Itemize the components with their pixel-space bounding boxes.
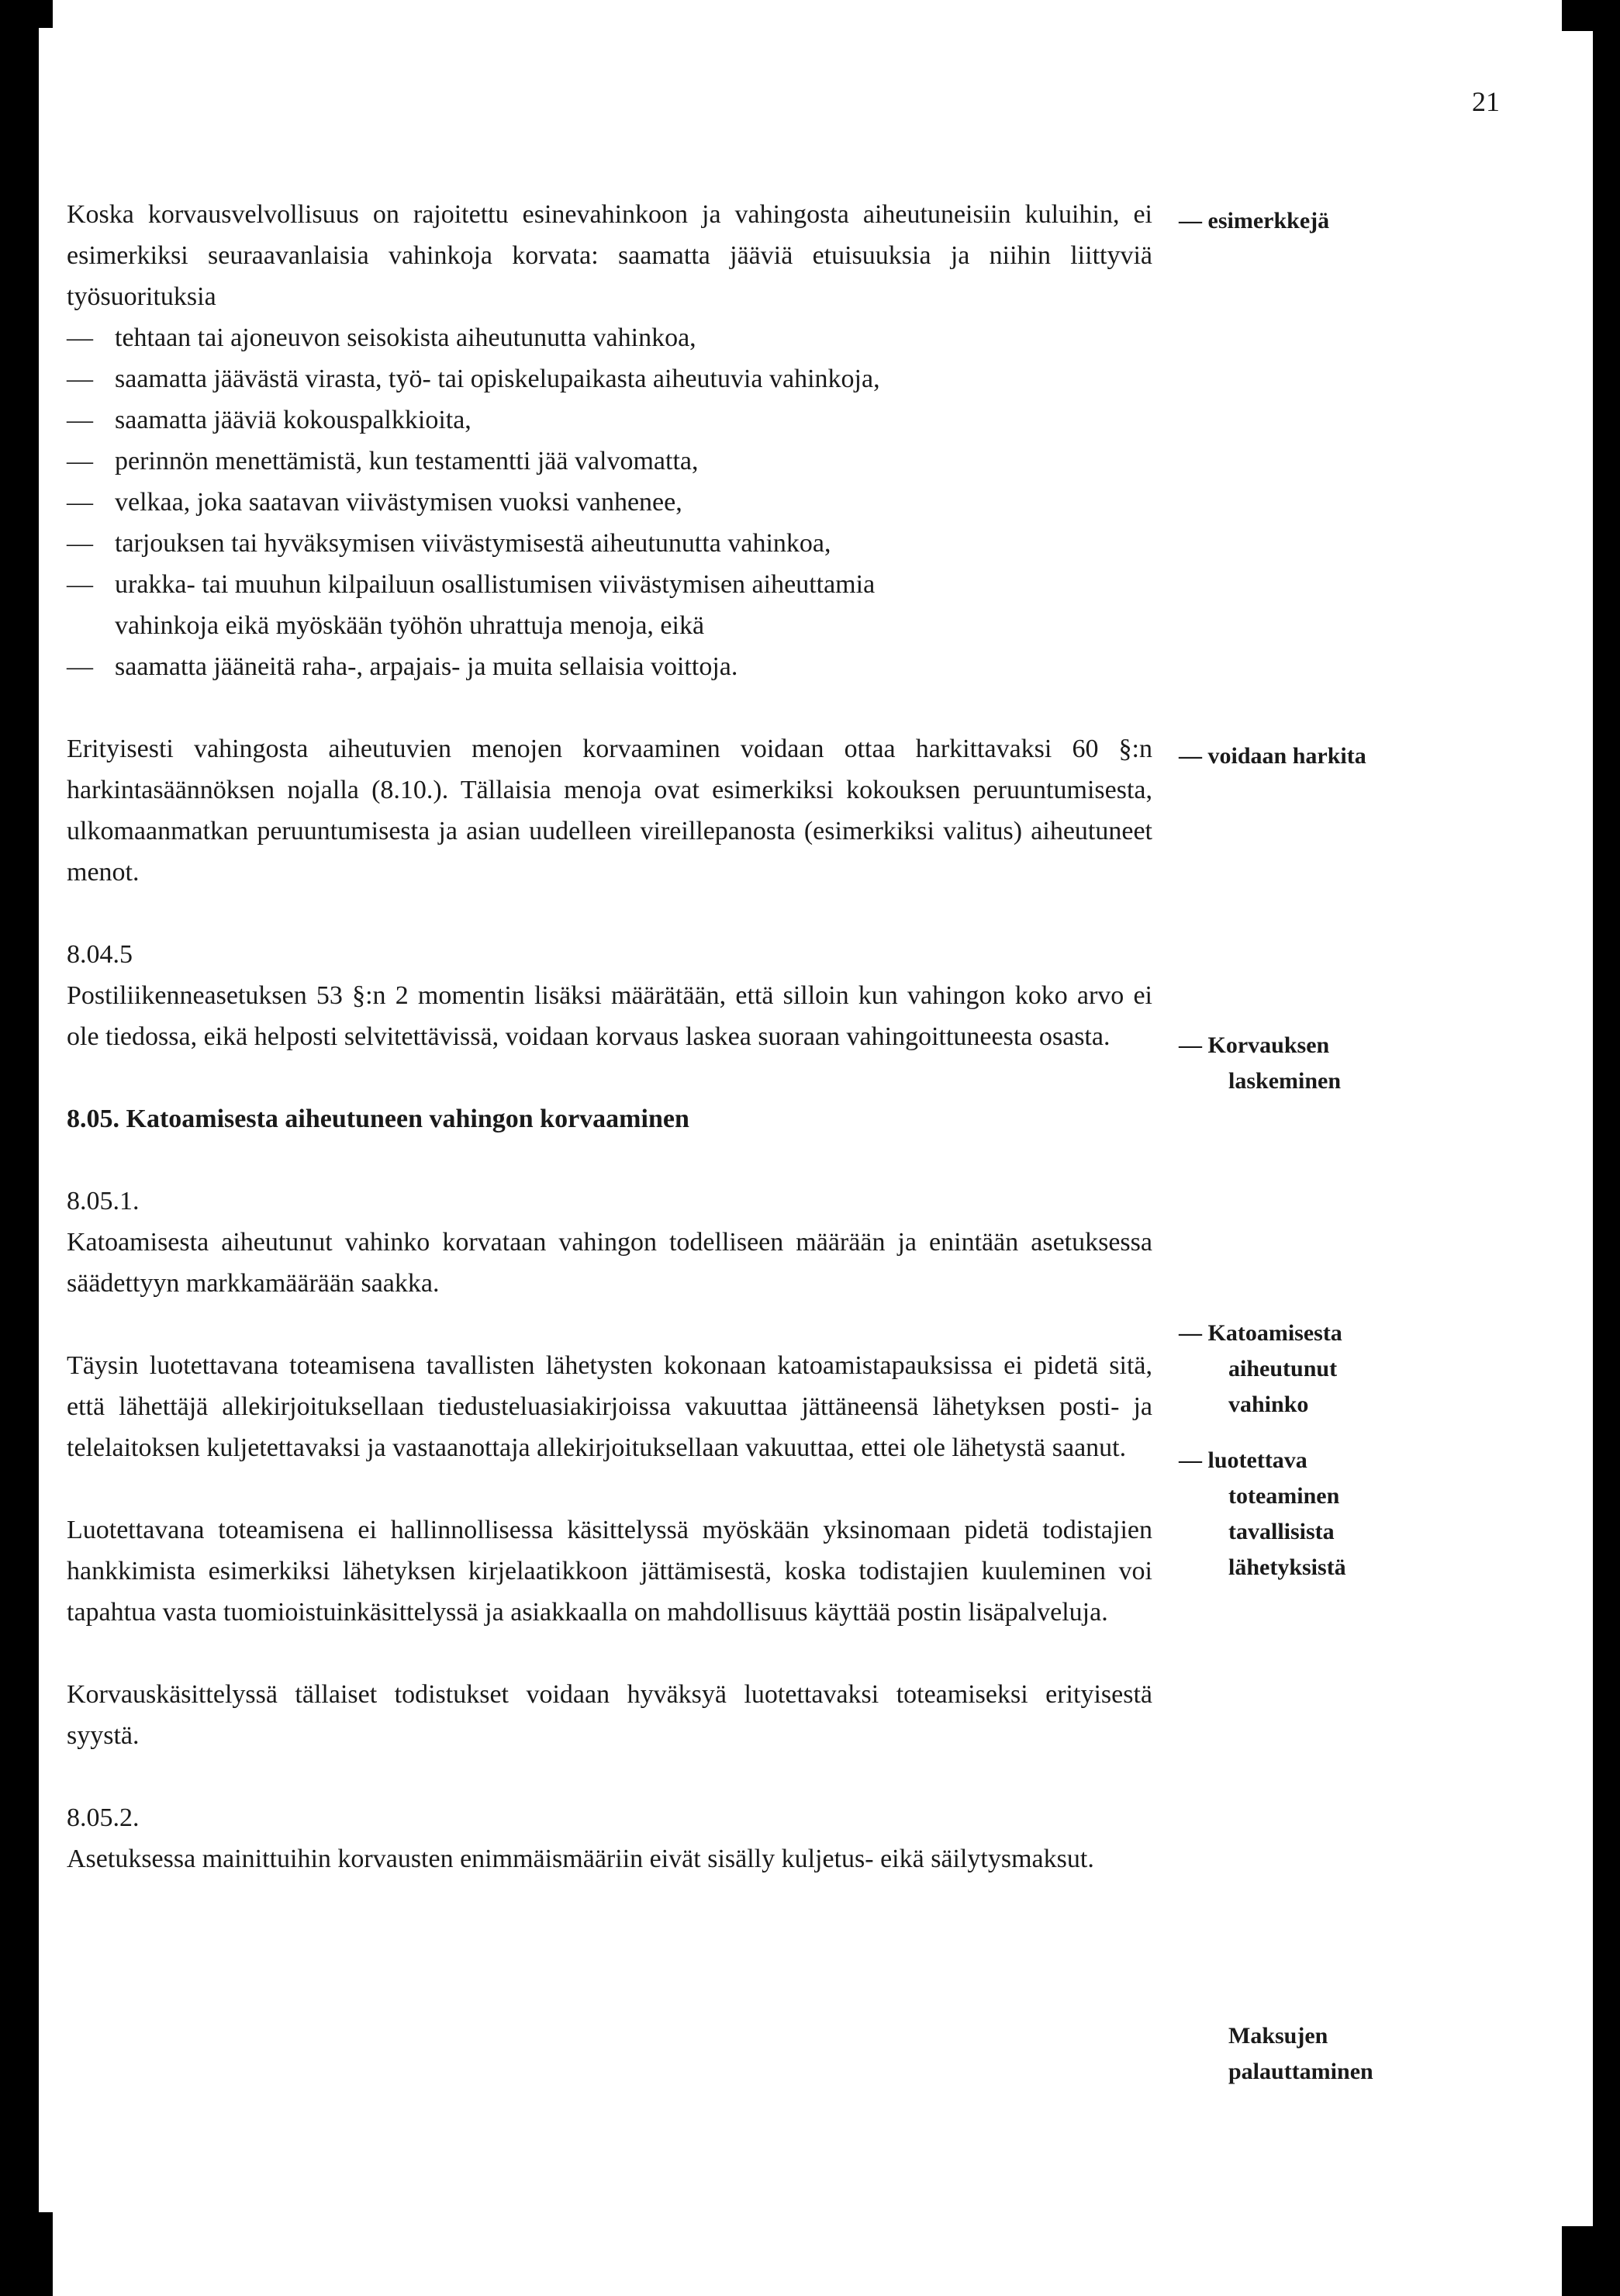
paragraph-witnesses: Luotettavana toteamisena ei hallinnollisessa käsittelyssä myöskään yksinomaan pidetä todistajien hankkimista esimerkiksi lähetyksen kirjelaatikkoon jättämisestä, koska todistajien kuuleminen voi tapahtua vasta tuomioistuinkäsittelyssä ja asiakkaalla on mahdollisuus käyttää postin lisäpalveluja. xyxy=(67,1516,1152,1627)
margin-note-calculation: — Korvauksen laskeminen xyxy=(1179,1032,1342,1094)
list-item-continuation: vahinkoja eikä myöskään työhön uhrattuja menoja, eikä xyxy=(115,611,705,640)
list-item: — saamatta jääviä kokouspalkkioita, xyxy=(67,399,1152,441)
margin-note-consider: — voidaan harkita xyxy=(1179,743,1366,769)
main-text xyxy=(67,194,1152,1879)
list-item: — urakka- tai muuhun kilpailuun osallistumisen viivästymisen aiheuttamia xyxy=(67,564,1152,605)
list-item: — velkaa, joka saatavan viivästymisen vuoksi vanhenee, xyxy=(67,482,1152,523)
page-number: 21 xyxy=(1472,86,1500,117)
paragraph-expenses: Erityisesti vahingosta aiheutuvien menojen korvaaminen voidaan ottaa harkittavaksi 60 §:n harkintasäännöksen nojalla (8.10.). Tällaisia menoja ovat esimerkiksi kokouksen peruuntumisesta, ulkomaanmatkan peruuntumisesta ja asian uudelleen vireillepanosta (esimerkiksi valitus) aiheutuneet menot. xyxy=(67,735,1152,887)
section-number: 8.05.1. xyxy=(67,1187,140,1215)
margin-note-loss: — Katoamisesta aiheutunut vahinko xyxy=(1179,1320,1342,1417)
section-number: 8.05.2. xyxy=(67,1803,140,1832)
paragraph-fees: Asetuksessa mainittuihin korvausten enimmäismääriin eivät sisälly kuljetus- eikä säilytysmaksut. xyxy=(67,1845,1094,1873)
section-title: 8.05. Katoamisesta aiheutuneen vahingon korvaaminen xyxy=(67,1105,689,1133)
document-page xyxy=(53,0,1562,2296)
section-number: 8.04.5 xyxy=(67,940,133,969)
paragraph-intro: Koska korvausvelvollisuus on rajoitettu esinevahinkoon ja vahingosta aiheutuneisiin kuluihin, ei esimerkiksi seuraavanlaisia vahinkoja korvata: saamatta jääviä etuisuuksia ja niihin liittyviä työsuorituksia xyxy=(67,200,1152,311)
list-item: — tehtaan tai ajoneuvon seisokista aiheutunutta vahinkoa, xyxy=(67,317,1152,358)
list-item: — perinnön menettämistä, kun testamentti jää valvomatta, xyxy=(67,441,1152,482)
paragraph-calculation: Postiliikenneasetuksen 53 §:n 2 momentin lisäksi määrätään, että silloin kun vahingon koko arvo ei ole tiedossa, eikä helposti selvitettävissä, voidaan korvaus laskea suoraan vahingoittuneesta osasta. xyxy=(67,981,1152,1051)
paragraph-loss: Katoamisesta aiheutunut vahinko korvataan vahingon todelliseen määrään ja enintään asetuksessa säädettyyn markkamäärään saakka. xyxy=(67,1228,1152,1298)
list-item: — saamatta jääneitä raha-, arpajais- ja muita sellaisia voittoja. xyxy=(67,646,1152,687)
scan-edge-left xyxy=(39,28,53,2212)
margin-note-reliable: — luotettava toteaminen tavallisista lähetyksistä xyxy=(1179,1447,1346,1580)
margin-note-examples: — esimerkkejä xyxy=(1179,208,1330,233)
scan-edge-right xyxy=(1562,31,1593,2226)
paragraph-certificates: Korvauskäsittelyssä tällaiset todistukset voidaan hyväksyä luotettavaksi toteamiseksi erityisestä syystä. xyxy=(67,1680,1152,1750)
margin-note-refund: Maksujen palauttaminen xyxy=(1228,2023,1373,2084)
list-item: — saamatta jäävästä virasta, työ- tai opiskelupaikasta aiheutuvia vahinkoja, xyxy=(67,358,1152,399)
paragraph-reliable: Täysin luotettavana toteamisena tavallisten lähetysten kokonaan katoamistapauksissa ei pidetä sitä, että lähettäjä allekirjoituksellaan tiedusteluasiakirjoissa vakuuttaa jättäneensä lähetyksen posti- ja telelaitoksen kuljetettavaksi ja vastaanottaja allekirjoituksellaan vakuuttaa, ettei ole lähetystä saanut. xyxy=(67,1351,1152,1462)
list-item: — tarjouksen tai hyväksymisen viivästymisestä aiheutunutta vahinkoa, xyxy=(67,523,1152,564)
exclusion-list xyxy=(67,317,1152,687)
